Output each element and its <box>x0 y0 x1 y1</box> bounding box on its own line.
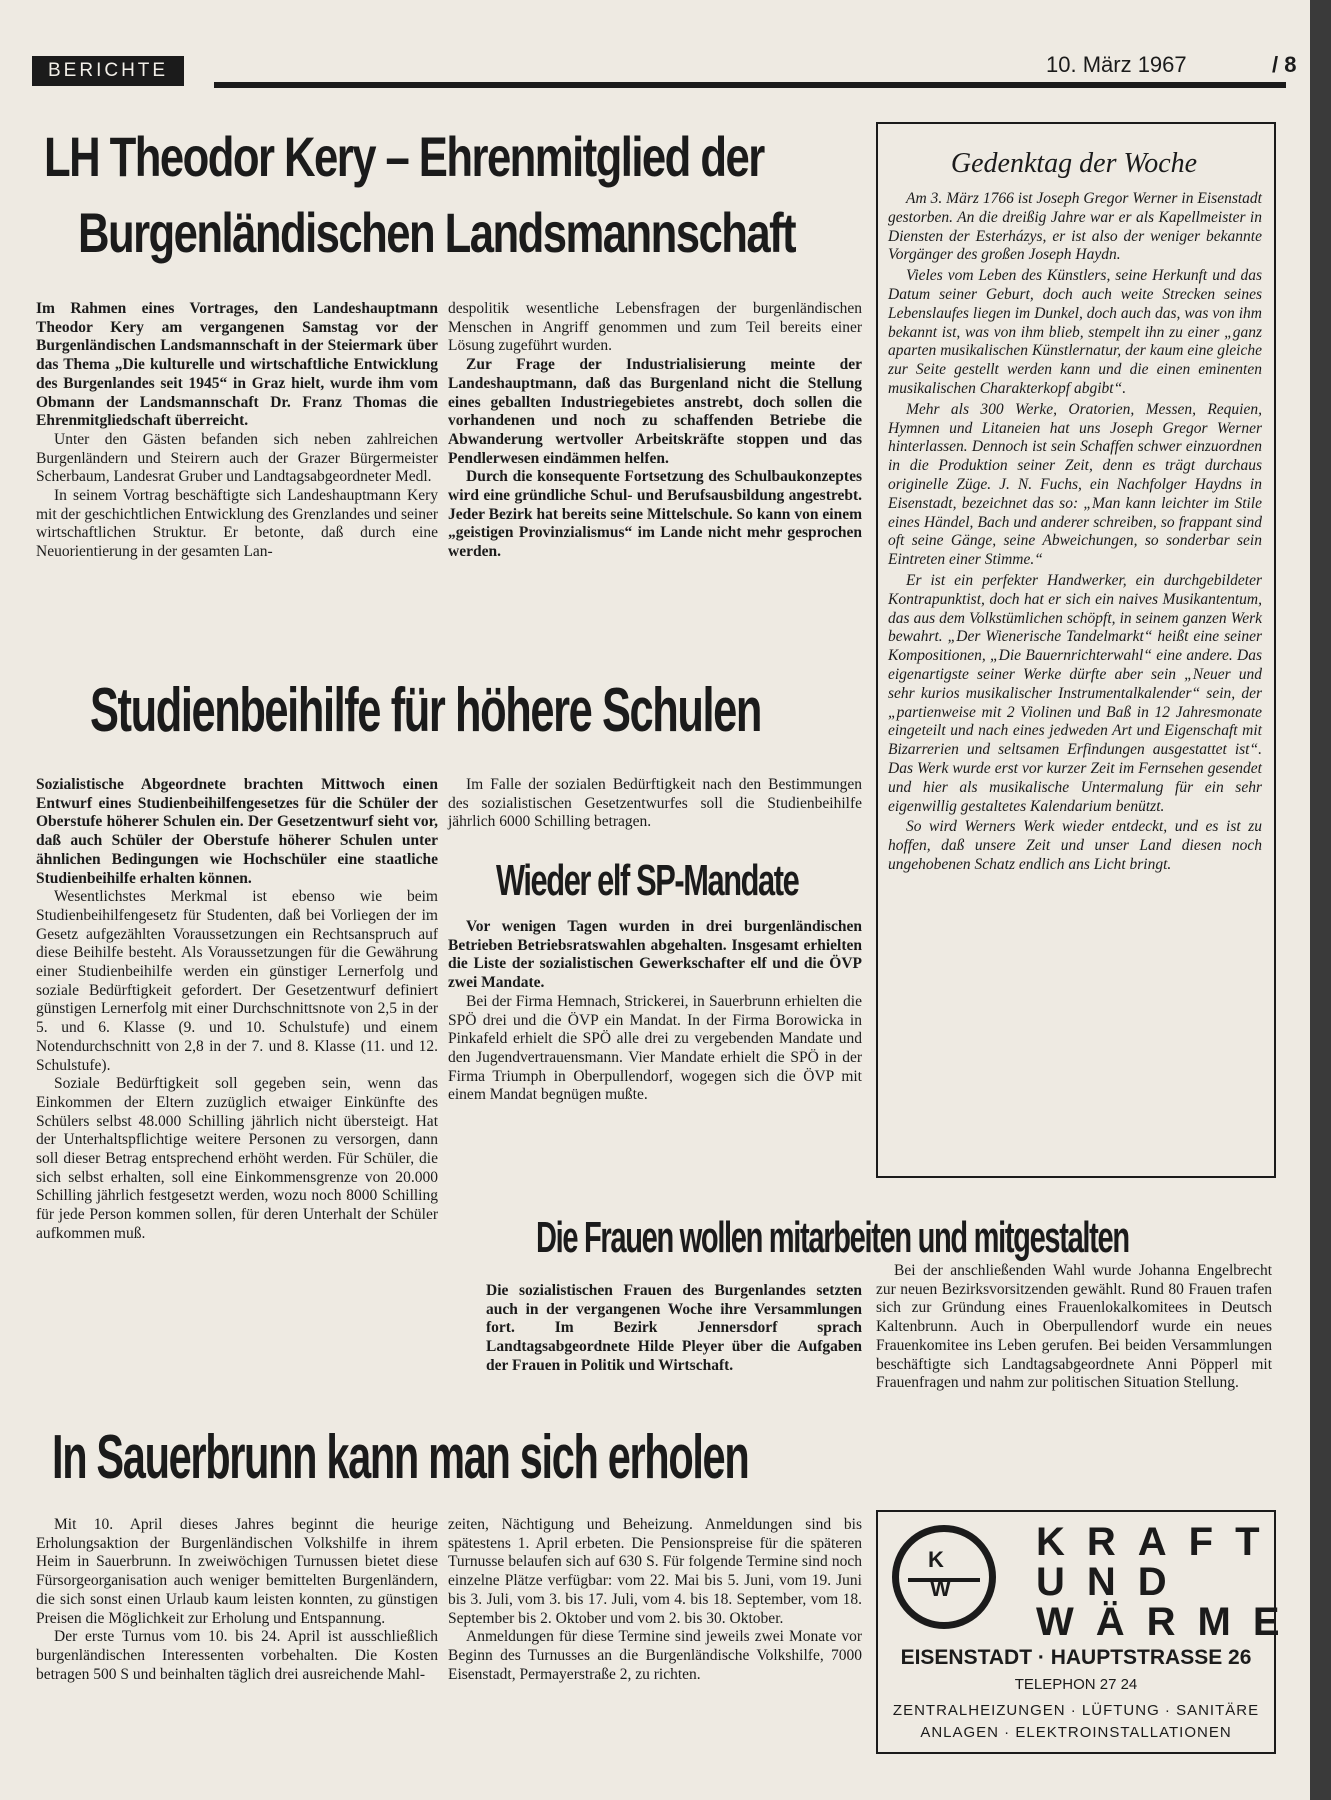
paragraph: So wird Werners Werk wieder entdeckt, und es ist zu hoffen, daß unsere Zeit und unser Land diesen noch ungehobenen Schatz endlich ans Licht bringt. <box>888 818 1262 873</box>
ad-services-line2: ANLAGEN · ELEKTROINSTALLATIONEN <box>920 1724 1232 1741</box>
ad-phone: TELEPHON 27 24 <box>1014 1676 1138 1693</box>
headline-sp-mandate: Wieder elf SP-Mandate <box>496 856 799 905</box>
article-studienbeihilfe-col1 <box>36 776 438 1244</box>
paragraph: despolitik wesentliche Lebensfragen der burgenländischen Menschen in Angriff genommen und zum Teil bereits einer Lösung zugeführt wurden. <box>448 300 862 355</box>
paragraph: Die sozialistischen Frauen des Burgenlandes setzten auch in der vergangenen Woche ihre Versammlungen fort. Im Bezirk Jennersdorf sprach Landtagsabgeordnete Hilde Pleyer über die Aufgaben der Frauen in Politik und Wirtschaft. <box>486 1282 862 1374</box>
article-kery-col1 <box>36 300 438 562</box>
paragraph: Bei der anschließenden Wahl wurde Johanna Engelbrecht zur neuen Bezirksvorsitzenden gewählt. Rund 80 Frauen trafen sich zur Gründung eines Frauenlokalkomitees in Deutsch Kaltenbrunn. Auch in Oberpullendorf wurde ein neues Frauenkomitee ins Leben gerufen. Bei beiden Versammlungen beschäftigte sich Landtagsabgeordnete Anni Pöpperl mit Frauenfragen und nahm zur politischen Situation Stellung. <box>876 1262 1272 1392</box>
paragraph: Unter den Gästen befanden sich neben zahlreichen Burgenländern und Steirern auch der Grazer Bürgermeister Scherbaum, Landesrat Gruber und Landtagsabgeordneter Medl. <box>36 430 438 486</box>
paragraph: Bei der Firma Hemnach, Strickerei, in Sauerbrunn erhielten die SPÖ drei und die ÖVP ein Mandat. In der Firma Borowicka in Pinkafeld erhielt die SPÖ alle drei zu vergebenden Mandate und den Jugendvertrauensmann. Vier Mandate erhielt die SPÖ in der Firma Triumph in Oberpullendorf, wogegen sich die ÖVP mit einem Mandat begnügen mußte. <box>448 992 862 1104</box>
page-edge-shadow <box>1310 0 1331 1800</box>
headline-kery-line1: LH Theodor Kery – Ehrenmitglied der <box>44 125 764 188</box>
paragraph: Mit 10. April dieses Jahres beginnt die heurige Erholungsaktion der Burgenländischen Volkshilfe in ihrem Heim in Sauerbrunn. In zweiwöchigen Turnussen bietet diese Fürsorgeorganisation auch weniger bemittelten Burgenländern, die sich sonst einen Urlaub kaum leisten konnten, zu günstigen Preisen die Möglichkeit zur Erholung und Entspannung. <box>36 1516 438 1627</box>
paragraph: Vor wenigen Tagen wurden in drei burgenländischen Betrieben Betriebsratswahlen abgehalten. Insgesamt erhielten die Liste der sozialistischen Gewerkschafter elf und die ÖVP zwei Mandate. <box>448 918 862 992</box>
article-frauen-col1 <box>486 1282 862 1376</box>
paragraph: Wesentlichstes Merkmal ist ebenso wie beim Studienbeihilfengesetz für Studenten, daß bei Vorliegen der im Gesetz aufgezählten Voraussetzungen ein Rechtsanspruch auf diese Beihilfe besteht. Als Voraussetzungen für die Gewährung einer Studienbeihilfe werden ein günstiger Lernerfolg und soziale Bedürftigkeit gefordert. Der Gesetzentwurf definiert günstigen Lernerfolg mit einer Durchschnittsnote von 2,5 in der 5. und 6. Klasse (9. und 10. Schulstufe) und einem Notendurchschnitt von 2,8 in der 7. und 8. Klasse (11. und 12. Schulstufe). <box>36 888 438 1074</box>
gedenktag-text <box>888 190 1262 877</box>
paragraph: Anmeldungen für diese Termine sind jeweils zwei Monate vor Beginn des Turnusses an die Burgenländische Volkshilfe, 7000 Eisenstadt, Permayerstraße 2, zu richten. <box>448 1628 862 1683</box>
headline-sauerbrunn: In Sauerbrunn kann man sich erholen <box>52 1423 749 1492</box>
article-studienbeihilfe-col2 <box>448 776 862 832</box>
logo-letter-w: W <box>930 1576 951 1601</box>
issue-date: 10. März 1967 <box>1046 52 1187 77</box>
ad-services-line1: ZENTRALHEIZUNGEN · LÜFTUNG · SANITÄRE <box>892 1702 1260 1719</box>
ad-address: EISENSTADT · HAUPTSTRASSE 26 <box>900 1646 1252 1669</box>
gedenktag-title: Gedenktag der Woche <box>950 148 1198 179</box>
paragraph: Der erste Turnus vom 10. bis 24. April ist ausschließlich burgenländischen Interessenten vorbehalten. Die Kosten betragen 500 S und beinhalten täglich drei ausreichende Mahl- <box>36 1628 438 1683</box>
paragraph: Im Falle der sozialen Bedürftigkeit nach den Bestimmungen des sozialistischen Gesetzentwurfes soll die Studienbeihilfe jährlich 6000 Schilling betragen. <box>448 776 862 831</box>
page-number: / 8 <box>1272 52 1297 77</box>
paragraph: Durch die konsequente Fortsetzung des Schulbaukonzeptes wird eine gründliche Schul- und Berufsausbildung angestrebt. Jeder Bezirk hat bereits seine Mittelschule. So kann von einem „geistigen Provinzialismus“ im Lande nicht mehr gesprochen werden. <box>448 468 862 561</box>
section-label: BERICHTE <box>32 56 184 86</box>
ad-services <box>886 1700 1266 1744</box>
paragraph: zeiten, Nächtigung und Beheizung. Anmeldungen sind bis spätestens 1. April erbeten. Die Pensionspreise für die späteren Turnusse belaufen sich auf 630 S. Für folgende Termine sind noch einzelne Plätze verfügbar: vom 22. Mai bis 5. Juni, vom 19. Juni bis 3. Juli, vom 3. bis 17. Juli, vom 4. bis 18. September, vom 18. September bis 2. Oktober und vom 2. bis 30. Oktober. <box>448 1516 862 1627</box>
paragraph: Im Rahmen eines Vortrages, den Landeshauptmann Theodor Kery am vergangenen Samstag vor der Burgenländischen Landsmannschaft in der Steiermark über das Thema „Die kulturelle und wirtschaftliche Entwicklung des Burgenlandes seit 1945“ in Graz hielt, wurde ihm vom Obmann der Landsmannschaft Dr. Franz Thomas die Ehrenmitgliedschaft überreicht. <box>36 300 438 430</box>
paragraph: Mehr als 300 Werke, Oratorien, Messen, Requien, Hymnen und Litaneien hat uns Joseph Gregor Werner hinterlassen. Dennoch ist sein Schaffen schwer einzuordnen in die Produktion seiner Zeit, denn es trägt durchaus originelle Züge. J. N. Fuchs, ein Nachfolger Haydns in Eisenstadt, bezeichnet das so: „Man kann leichter im Stile eines Händel, Bach und anderer schreiben, so frappant sind oft seine Gänge, seine Abweichungen, so sonderbar sein Eintreten einer Stimme.“ <box>888 400 1262 569</box>
ad-brand-line2: UND <box>1036 1560 1189 1604</box>
article-sp-mandate <box>448 918 862 1105</box>
paragraph: Soziale Bedürftigkeit soll gegeben sein, wenn das Einkommen der Eltern zuzüglich etwaiger Einkünfte des Schülers selbst 48.000 Schilling jährlich nicht übersteigt. Hat der Unterhaltspflichtige weitere Personen zu versorgen, dann soll dieser Betrag entsprechend erhöht werden. Für Schüler, die sich selbst erhalten, soll eine Einkommensgrenze von 20.000 Schilling jährlich festgesetzt werden, wozu noch 8000 Schilling für jede Person kommen sollen, für deren Unterhalt der Schüler aufkommen muß. <box>36 1075 438 1242</box>
ad-brand-line3: WÄRME <box>1036 1600 1302 1644</box>
headline-studienbeihilfe: Studienbeihilfe für höhere Schulen <box>90 676 761 745</box>
header-rule <box>214 82 1286 88</box>
article-kery-col2 <box>448 300 862 562</box>
headline-kery-line2: Burgenländischen Landsmannschaft <box>78 201 796 264</box>
headline-frauen: Die Frauen wollen mitarbeiten und mitgestalten <box>536 1213 1129 1262</box>
paragraph: Am 3. März 1766 ist Joseph Gregor Werner in Eisenstadt gestorben. An die dreißig Jahre war er als Kapellmeister in Diensten der Esterházys, er ist also der weniger bekannte Vorgänger des großen Joseph Haydn. <box>888 190 1262 264</box>
paragraph: Er ist ein perfekter Handwerker, ein durchgebildeter Kontrapunktist, doch hat er sich ein naives Musikantentum, das aus dem Volkstümlichen schöpft, in seinem ganzen Werk bewahrt. „Der Wienerische Tandelmarkt“ heißt eine seiner Kompositionen, „Die Bauernrichterwahl“ eine andere. Das eigenartigste seiner Werke dürfte aber sein „Neuer und sehr kurios musikalischer Instrumentalkalender“ sein, der „partienweise mit 2 Violinen und Baß in 12 Jahresmonate eingeteilt und nach eines jedweden Art und Eigenschaft mit Bizarrerien und seltsamen Erfindungen ausgestattet ist“. Das Werk wurde erst vor kurzer Zeit im Fernsehen gesendet und hier als musikalische Untermalung für ein sehr eigenwillig gestaltetes Kalendarium benützt. <box>888 571 1262 815</box>
paragraph: Zur Frage der Industrialisierung meinte der Landeshauptmann, daß das Burgenland nicht die Stellung eines geballten Industriegebietes anstrebt, doch sollen die vorhandenen und noch zu schaffenden Betriebe die Abwanderung wertvoller Arbeitskräfte stoppen und das Pendlerwesen eindämmen helfen. <box>448 356 862 467</box>
paragraph: Sozialistische Abgeordnete brachten Mittwoch einen Entwurf eines Studienbeihilfengesetzes für die Schüler der Oberstufe höherer Schulen ein. Der Gesetzentwurf sieht vor, daß auch Schüler der Oberstufe höherer Schulen unter ähnlichen Bedingungen wie Hochschüler eine staatliche Studienbeihilfe erhalten können. <box>36 776 438 887</box>
ad-brand-line1: KRAFT <box>1036 1520 1282 1564</box>
paragraph: Vieles vom Leben des Künstlers, seine Herkunft und das Datum seiner Geburt, doch auch weite Strecken seines Lebenslaufes liegen im Dunkel, doch auch das, was von ihm bekannt ist, was von ihm blieb, stempelt ihn zu einer „ganz aparten musikalischen Künstlernatur, der kaum eine gleiche zur Seite gestellt werden kann und die einen eminenten musikalischen Charakterkopf abgibt“. <box>888 267 1262 397</box>
article-frauen-col2 <box>876 1262 1272 1393</box>
article-sauerbrunn-col2 <box>448 1516 862 1684</box>
paragraph: In seinem Vortrag beschäftigte sich Landeshauptmann Kery mit der geschichtlichen Entwicklung des Grenzlandes und seiner wirtschaftlichen Struktur. Er betonte, daß durch eine Neuorientierung in der gesamten Lan- <box>36 487 438 561</box>
article-sauerbrunn-col1 <box>36 1516 438 1684</box>
logo-letter-k: K <box>928 1547 944 1572</box>
